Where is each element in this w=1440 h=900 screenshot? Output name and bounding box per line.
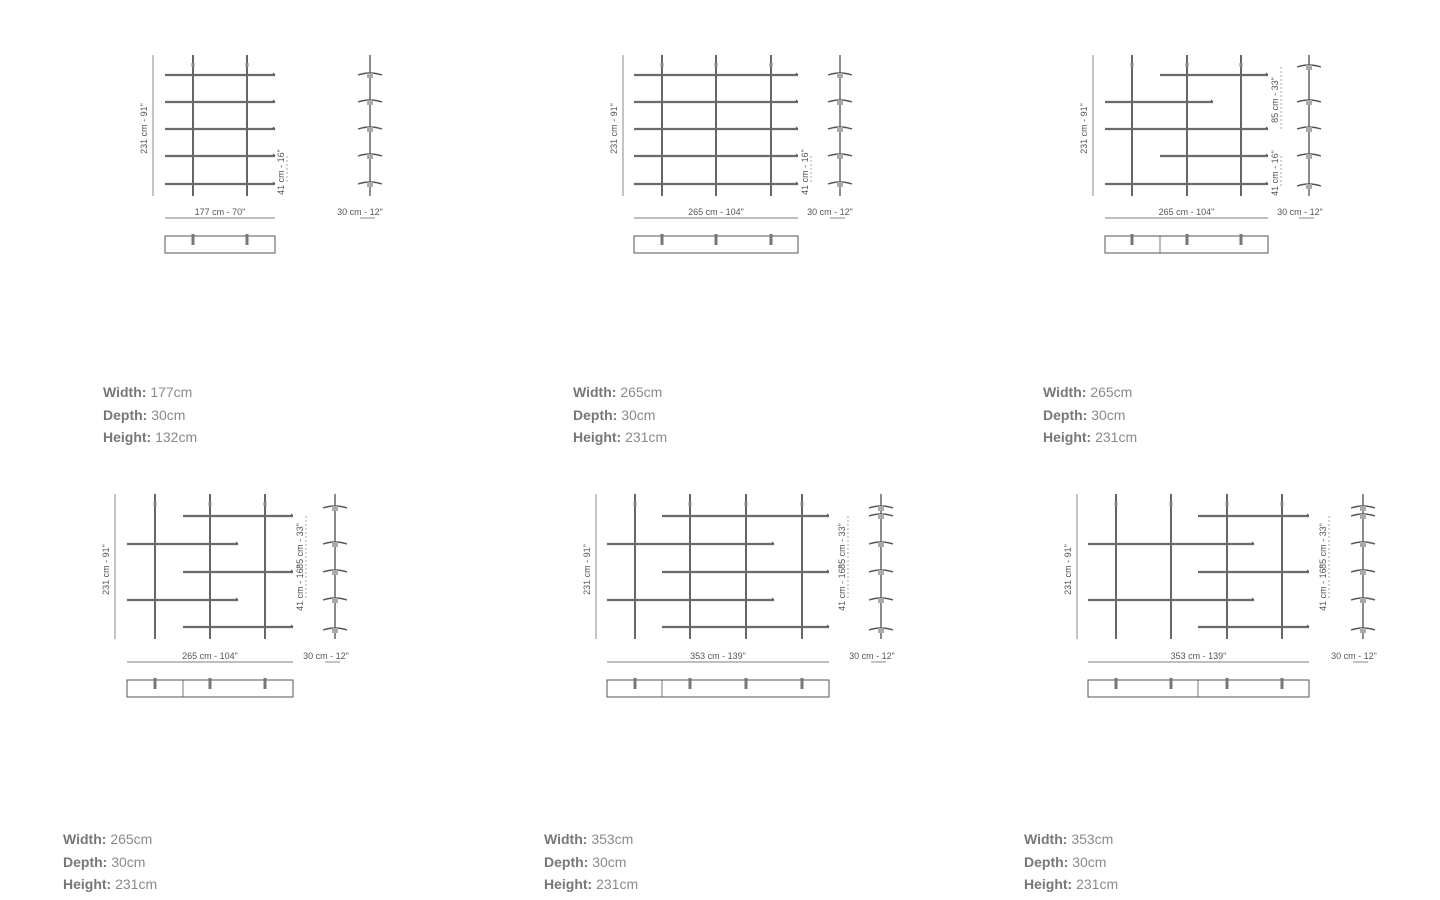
height-dimension-label: 231 cm - 91" — [1079, 103, 1089, 154]
side-view — [1331, 494, 1377, 662]
spec-width — [573, 381, 667, 404]
side-bracket — [332, 542, 338, 547]
side-bracket — [332, 598, 338, 603]
pole-joint — [246, 63, 249, 67]
side-bracket — [367, 73, 373, 78]
plan-view — [127, 678, 293, 697]
spacing-dimension-label: 41 cm - 16" — [800, 149, 810, 195]
pole-joint — [154, 502, 157, 506]
shelving-configuration-2 — [609, 55, 853, 253]
spec-value: 30cm — [621, 406, 656, 423]
plan-pole — [1240, 234, 1243, 245]
pole-joint — [1115, 502, 1118, 506]
depth-dimension-label: 30 cm - 12" — [303, 651, 349, 661]
spec-block-5 — [544, 828, 638, 896]
spec-width — [1024, 828, 1118, 851]
side-bracket — [332, 506, 338, 511]
spacing-dimension-label: 85 cm - 33" — [837, 523, 847, 569]
depth-dimension-label: 30 cm - 12" — [1331, 651, 1377, 661]
spec-width — [103, 381, 197, 404]
spec-label: Depth: — [63, 853, 108, 870]
side-bracket — [837, 182, 843, 187]
plan-pole — [209, 678, 212, 689]
pole-joint — [1131, 63, 1134, 67]
side-view — [337, 55, 383, 218]
pole-joint — [770, 63, 773, 67]
plan-pole — [1115, 678, 1118, 689]
spec-value: 265cm — [1090, 384, 1133, 400]
shelving-configuration-4 — [101, 494, 349, 697]
pole-joint — [1281, 502, 1284, 506]
spec-label: Height: — [1024, 876, 1073, 892]
side-view — [849, 494, 895, 662]
spec-height — [544, 873, 638, 896]
spec-depth — [1024, 851, 1118, 874]
height-dimension-label: 231 cm - 91" — [139, 103, 149, 154]
spec-depth — [573, 404, 667, 427]
spec-block-2 — [573, 381, 667, 449]
spec-label: Height: — [573, 429, 622, 445]
front-view — [1063, 494, 1329, 662]
shelving-configuration-6 — [1063, 494, 1377, 697]
front-view — [609, 55, 811, 218]
shelving-configuration-3 — [1079, 55, 1323, 253]
spec-depth — [103, 404, 197, 427]
spec-value: 231cm — [115, 876, 158, 892]
spec-label: Height: — [544, 876, 593, 892]
plan-pole — [1226, 678, 1229, 689]
height-dimension-label: 231 cm - 91" — [1063, 544, 1073, 595]
plan-view — [607, 678, 829, 697]
pole-joint — [1170, 502, 1173, 506]
width-dimension-label: 265 cm - 104" — [1158, 207, 1215, 217]
pole-joint — [745, 502, 748, 506]
side-bracket — [878, 628, 884, 633]
height-dimension-label: 231 cm - 91" — [582, 544, 592, 595]
side-bracket — [367, 100, 373, 105]
side-bracket — [1306, 127, 1312, 132]
spacing-dimension-label: 85 cm - 33" — [1318, 523, 1328, 569]
depth-dimension-label: 30 cm - 12" — [807, 207, 853, 217]
side-bracket — [878, 506, 884, 511]
side-bracket — [878, 514, 884, 519]
spec-value: 231cm — [596, 876, 639, 892]
spec-value: 265cm — [620, 384, 663, 400]
plan-view — [1088, 678, 1309, 697]
spec-label: Depth: — [573, 406, 618, 423]
plan-pole — [1131, 234, 1134, 245]
front-view — [139, 55, 287, 218]
spec-label: Depth: — [1024, 853, 1069, 870]
spec-label: Height: — [1043, 429, 1092, 445]
spec-value: 30cm — [1091, 406, 1126, 423]
spec-width — [1043, 381, 1137, 404]
plan-outline — [1088, 680, 1309, 697]
plan-pole — [801, 678, 804, 689]
spec-height — [63, 873, 157, 896]
side-bracket — [332, 628, 338, 633]
side-view — [303, 494, 349, 662]
width-dimension-label: 265 cm - 104" — [688, 207, 744, 217]
pole-joint — [264, 502, 267, 506]
plan-pole — [689, 678, 692, 689]
width-dimension-label: 353 cm - 139" — [690, 651, 746, 661]
plan-outline — [165, 236, 275, 253]
side-view — [807, 55, 853, 218]
side-bracket — [1360, 506, 1366, 511]
pole-joint — [1240, 63, 1243, 67]
side-bracket — [1360, 598, 1366, 603]
side-bracket — [332, 570, 338, 575]
width-dimension-label: 353 cm - 139" — [1170, 651, 1227, 661]
plan-pole — [770, 234, 773, 245]
side-bracket — [837, 154, 843, 159]
spacing-dimension-label: 41 cm - 16" — [837, 565, 847, 611]
plan-outline — [607, 680, 829, 697]
spacing-dimension-label: 85 cm - 33" — [1270, 77, 1280, 123]
depth-dimension-label: 30 cm - 12" — [849, 651, 895, 661]
spec-height — [103, 426, 197, 449]
pole-joint — [661, 63, 664, 67]
side-bracket — [878, 570, 884, 575]
height-dimension-label: 231 cm - 91" — [101, 544, 111, 595]
spec-label: Depth: — [1043, 406, 1088, 423]
spec-width — [63, 828, 157, 851]
pole-joint — [689, 502, 692, 506]
plan-pole — [661, 234, 664, 245]
spacing-dimension-label: 85 cm - 33" — [295, 523, 305, 569]
spacing-dimension-label: 41 cm - 16" — [1270, 150, 1280, 196]
width-dimension-label: 177 cm - 70" — [194, 207, 246, 217]
plan-pole — [246, 234, 249, 245]
plan-pole — [264, 678, 267, 689]
plan-view — [1105, 234, 1268, 253]
side-bracket — [878, 598, 884, 603]
side-bracket — [367, 127, 373, 132]
shelving-configuration-1 — [139, 55, 383, 253]
pole-joint — [209, 502, 212, 506]
spec-label: Width: — [573, 384, 617, 400]
spec-label: Width: — [1043, 384, 1087, 400]
side-bracket — [1360, 514, 1366, 519]
spec-value: 231cm — [625, 429, 668, 445]
spacing-dimension-label: 41 cm - 16" — [295, 565, 305, 611]
spec-height — [1043, 426, 1137, 449]
plan-pole — [1170, 678, 1173, 689]
side-bracket — [1306, 100, 1312, 105]
height-dimension-label: 231 cm - 91" — [609, 103, 619, 154]
spec-label: Width: — [63, 831, 107, 847]
spec-value: 30cm — [1072, 853, 1107, 870]
depth-dimension-label: 30 cm - 12" — [337, 207, 383, 217]
plan-pole — [1186, 234, 1189, 245]
front-view — [582, 494, 848, 662]
front-view — [101, 494, 306, 662]
spec-value: 177cm — [150, 384, 193, 400]
shelving-configuration-5 — [582, 494, 895, 697]
spec-block-1 — [103, 381, 197, 449]
spec-depth — [63, 851, 157, 874]
plan-pole — [745, 678, 748, 689]
plan-pole — [192, 234, 195, 245]
pole-joint — [1226, 502, 1229, 506]
spec-label: Depth: — [103, 406, 148, 423]
spec-block-4 — [63, 828, 157, 896]
pole-joint — [715, 63, 718, 67]
spec-height — [1024, 873, 1118, 896]
spec-block-3 — [1043, 381, 1137, 449]
side-view — [1277, 55, 1323, 218]
spacing-dimension-label: 41 cm - 16" — [1318, 565, 1328, 611]
plan-pole — [1281, 678, 1284, 689]
side-bracket — [1360, 542, 1366, 547]
pole-joint — [1186, 63, 1189, 67]
spec-depth — [1043, 404, 1137, 427]
spec-value: 231cm — [1095, 429, 1138, 445]
spec-label: Height: — [103, 429, 152, 445]
side-bracket — [837, 127, 843, 132]
spec-depth — [544, 851, 638, 874]
spec-label: Height: — [63, 876, 112, 892]
spacing-dimension-label: 41 cm - 16" — [276, 149, 286, 195]
spec-value: 353cm — [591, 831, 634, 847]
spec-label: Width: — [544, 831, 588, 847]
side-bracket — [878, 542, 884, 547]
plan-pole — [634, 678, 637, 689]
side-bracket — [1306, 65, 1312, 70]
spec-value: 30cm — [111, 853, 146, 870]
spec-height — [573, 426, 667, 449]
spec-value: 231cm — [1076, 876, 1119, 892]
pole-joint — [801, 502, 804, 506]
side-bracket — [1360, 628, 1366, 633]
plan-view — [634, 234, 798, 253]
side-bracket — [367, 154, 373, 159]
side-bracket — [1306, 184, 1312, 189]
plan-view — [165, 234, 275, 253]
side-bracket — [1360, 570, 1366, 575]
spec-value: 265cm — [110, 831, 153, 847]
plan-pole — [154, 678, 157, 689]
pole-joint — [634, 502, 637, 506]
spec-width — [544, 828, 638, 851]
width-dimension-label: 265 cm - 104" — [182, 651, 238, 661]
side-bracket — [837, 73, 843, 78]
front-view — [1079, 55, 1281, 218]
depth-dimension-label: 30 cm - 12" — [1277, 207, 1323, 217]
plan-pole — [715, 234, 718, 245]
spec-value: 132cm — [155, 429, 198, 445]
spec-value: 30cm — [592, 853, 627, 870]
side-bracket — [837, 100, 843, 105]
side-bracket — [367, 182, 373, 187]
spec-value: 30cm — [151, 406, 186, 423]
pole-joint — [192, 63, 195, 67]
spec-block-6 — [1024, 828, 1118, 896]
spec-value: 353cm — [1071, 831, 1114, 847]
spec-label: Width: — [1024, 831, 1068, 847]
spec-label: Depth: — [544, 853, 589, 870]
side-bracket — [1306, 154, 1312, 159]
spec-label: Width: — [103, 384, 147, 400]
